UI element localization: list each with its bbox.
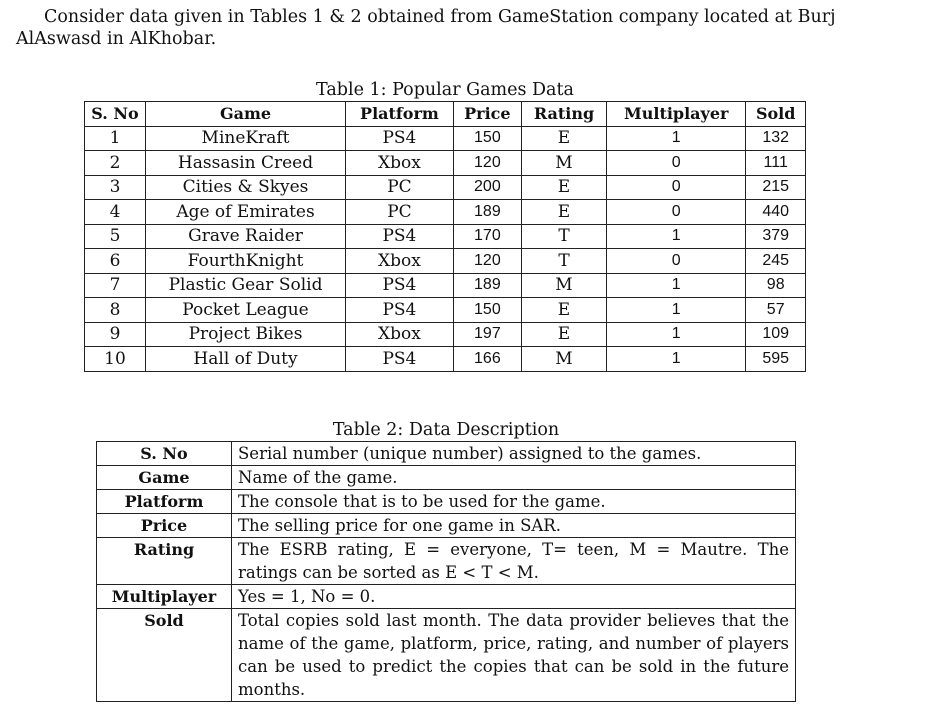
popular-games-table — [84, 101, 806, 372]
cell-price: 197 — [453, 322, 521, 347]
cell-game: Project Bikes — [146, 322, 346, 347]
data-description-table — [96, 441, 796, 702]
cell-s-no: 6 — [85, 249, 146, 274]
table-row — [85, 249, 806, 274]
cell-price: 120 — [453, 151, 521, 176]
cell-sold: 57 — [746, 298, 806, 323]
cell-game: Hall of Duty — [146, 347, 346, 372]
cell-multiplayer: 1 — [607, 322, 746, 347]
header-multiplayer: Multiplayer — [607, 102, 746, 127]
field-name: S. No — [97, 442, 232, 466]
table-row — [85, 347, 806, 372]
field-description: The selling price for one game in SAR. — [232, 514, 796, 538]
cell-price: 170 — [453, 224, 521, 249]
table-row — [85, 126, 806, 151]
cell-sold: 245 — [746, 249, 806, 274]
intro-paragraph: Consider data given in Tables 1 & 2 obtained from GameStation company located at Burj AlAswasd in AlKhobar. — [16, 7, 836, 49]
cell-price: 189 — [453, 200, 521, 225]
field-name: Rating — [97, 538, 232, 585]
cell-platform: PS4 — [346, 347, 454, 372]
table2-caption: Table 2: Data Description — [332, 420, 560, 440]
header-s-no: S. No — [85, 102, 146, 127]
table-row — [97, 514, 796, 538]
cell-rating: T — [521, 249, 606, 274]
cell-multiplayer: 0 — [607, 200, 746, 225]
table-row — [85, 151, 806, 176]
field-name: Platform — [97, 490, 232, 514]
cell-platform: Xbox — [346, 249, 454, 274]
cell-s-no: 5 — [85, 224, 146, 249]
cell-platform: Xbox — [346, 322, 454, 347]
table-row — [85, 175, 806, 200]
field-description: Serial number (unique number) assigned to the games. — [232, 442, 796, 466]
cell-rating: E — [521, 200, 606, 225]
cell-platform: PS4 — [346, 224, 454, 249]
cell-s-no: 7 — [85, 273, 146, 298]
field-name: Sold — [97, 609, 232, 702]
cell-rating: M — [521, 151, 606, 176]
cell-game: Age of Emirates — [146, 200, 346, 225]
cell-multiplayer: 1 — [607, 224, 746, 249]
cell-s-no: 9 — [85, 322, 146, 347]
cell-rating: M — [521, 347, 606, 372]
header-game: Game — [146, 102, 346, 127]
cell-price: 150 — [453, 126, 521, 151]
cell-price: 120 — [453, 249, 521, 274]
field-name: Game — [97, 466, 232, 490]
cell-rating: M — [521, 273, 606, 298]
field-description: The ESRB rating, E = everyone, T= teen, M = Mautre. The ratings can be sorted as E < T < M. — [232, 538, 796, 585]
cell-sold: 215 — [746, 175, 806, 200]
cell-multiplayer: 1 — [607, 126, 746, 151]
cell-price: 189 — [453, 273, 521, 298]
cell-platform: PS4 — [346, 126, 454, 151]
cell-s-no: 4 — [85, 200, 146, 225]
cell-multiplayer: 0 — [607, 175, 746, 200]
table-row — [97, 585, 796, 609]
field-description: Name of the game. — [232, 466, 796, 490]
cell-platform: PS4 — [346, 273, 454, 298]
field-description: The console that is to be used for the game. — [232, 490, 796, 514]
cell-s-no: 3 — [85, 175, 146, 200]
header-price: Price — [453, 102, 521, 127]
table-row — [85, 273, 806, 298]
header-rating: Rating — [521, 102, 606, 127]
cell-platform: Xbox — [346, 151, 454, 176]
table-row — [97, 609, 796, 702]
table-row — [85, 322, 806, 347]
cell-multiplayer: 0 — [607, 151, 746, 176]
cell-game: Pocket League — [146, 298, 346, 323]
cell-sold: 111 — [746, 151, 806, 176]
cell-s-no: 2 — [85, 151, 146, 176]
cell-price: 150 — [453, 298, 521, 323]
field-name: Multiplayer — [97, 585, 232, 609]
cell-sold: 379 — [746, 224, 806, 249]
cell-game: Plastic Gear Solid — [146, 273, 346, 298]
cell-rating: E — [521, 298, 606, 323]
cell-game: MineKraft — [146, 126, 346, 151]
cell-rating: E — [521, 126, 606, 151]
header-platform: Platform — [346, 102, 454, 127]
cell-game: Grave Raider — [146, 224, 346, 249]
table-row — [85, 298, 806, 323]
field-description: Yes = 1, No = 0. — [232, 585, 796, 609]
cell-rating: E — [521, 175, 606, 200]
cell-multiplayer: 1 — [607, 298, 746, 323]
table1-caption: Table 1: Popular Games Data — [316, 80, 574, 100]
cell-s-no: 10 — [85, 347, 146, 372]
cell-sold: 132 — [746, 126, 806, 151]
field-description: Total copies sold last month. The data provider believes that the name of the game, platform, price, rating, and number of players can be used to predict the copies that can be sold in the future months. — [232, 609, 796, 702]
cell-price: 200 — [453, 175, 521, 200]
cell-multiplayer: 1 — [607, 347, 746, 372]
cell-platform: PS4 — [346, 298, 454, 323]
cell-game: FourthKnight — [146, 249, 346, 274]
header-sold: Sold — [746, 102, 806, 127]
cell-game: Cities & Skyes — [146, 175, 346, 200]
cell-rating: E — [521, 322, 606, 347]
cell-sold: 595 — [746, 347, 806, 372]
cell-price: 166 — [453, 347, 521, 372]
cell-sold: 98 — [746, 273, 806, 298]
table-row — [97, 490, 796, 514]
cell-sold: 440 — [746, 200, 806, 225]
cell-multiplayer: 0 — [607, 249, 746, 274]
cell-platform: PC — [346, 200, 454, 225]
table-row — [85, 200, 806, 225]
table-row — [97, 442, 796, 466]
cell-multiplayer: 1 — [607, 273, 746, 298]
cell-s-no: 8 — [85, 298, 146, 323]
table-row — [85, 224, 806, 249]
table-row — [97, 466, 796, 490]
cell-s-no: 1 — [85, 126, 146, 151]
table1-header-row — [85, 102, 806, 127]
cell-rating: T — [521, 224, 606, 249]
cell-game: Hassasin Creed — [146, 151, 346, 176]
field-name: Price — [97, 514, 232, 538]
cell-sold: 109 — [746, 322, 806, 347]
cell-platform: PC — [346, 175, 454, 200]
table-row — [97, 538, 796, 585]
